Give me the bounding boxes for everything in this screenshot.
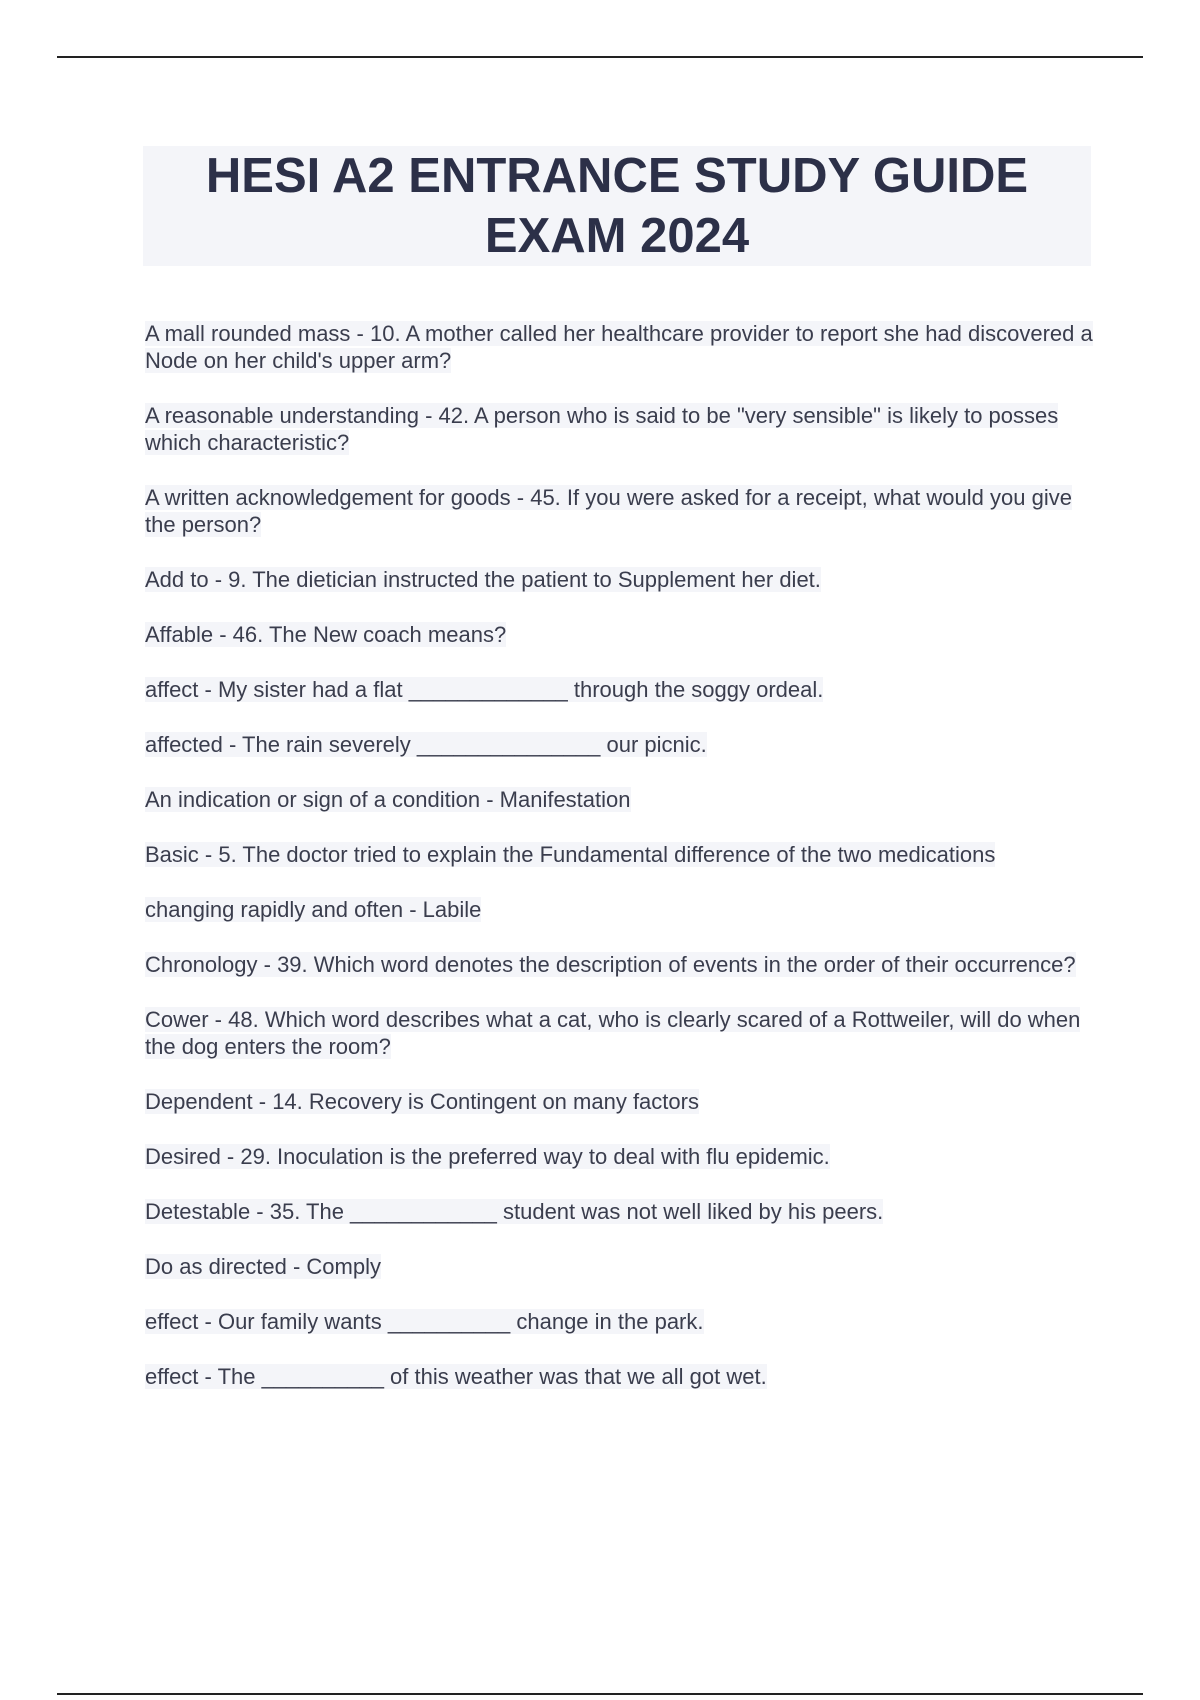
entry-5 [145, 621, 1105, 648]
entry-18 [145, 1363, 1105, 1390]
entry-1-text: A mall rounded mass - 10. A mother called her healthcare provider to report she had discovered a Node on her child's upper arm? [145, 321, 1093, 373]
entry-9-text: Basic - 5. The doctor tried to explain the Fundamental difference of the two medications [145, 842, 996, 867]
title-banner [143, 146, 1091, 266]
page-title-line-1: HESI A2 ENTRANCE STUDY GUIDE [205, 149, 1029, 203]
entry-17-text: effect - Our family wants __________ change in the park. [145, 1309, 704, 1334]
entry-16 [145, 1253, 1105, 1280]
entry-13 [145, 1088, 1105, 1115]
entry-6-text: affect - My sister had a flat _____________ through the soggy ordeal. [145, 677, 824, 702]
entry-16-text: Do as directed - Comply [145, 1254, 381, 1279]
entry-9 [145, 841, 1105, 868]
entry-6 [145, 676, 1105, 703]
entry-2-text: A reasonable understanding - 42. A person who is said to be "very sensible" is likely to posses which characteristic? [145, 403, 1059, 455]
entry-10-text: changing rapidly and often - Labile [145, 897, 482, 922]
entry-10 [145, 896, 1105, 923]
entry-1 [145, 320, 1105, 374]
entry-7-text: affected - The rain severely _______________ our picnic. [145, 732, 707, 757]
entry-15 [145, 1198, 1105, 1225]
entry-12-text: Cower - 48. Which word describes what a cat, who is clearly scared of a Rottweiler, will do when the dog enters the room? [145, 1007, 1081, 1059]
entry-3-text: A written acknowledgement for goods - 45. If you were asked for a receipt, what would you give the person? [145, 485, 1072, 537]
entry-15-text: Detestable - 35. The ____________ student was not well liked by his peers. [145, 1199, 884, 1224]
entry-5-text: Affable - 46. The New coach means? [145, 622, 507, 647]
entry-14-text: Desired - 29. Inoculation is the preferred way to deal with flu epidemic. [145, 1144, 830, 1169]
entry-14 [145, 1143, 1105, 1170]
page-title-line-2: EXAM 2024 [484, 209, 750, 263]
entry-4 [145, 566, 1105, 593]
entry-8 [145, 786, 1105, 813]
entry-4-text: Add to - 9. The dietician instructed the patient to Supplement her diet. [145, 567, 821, 592]
entry-18-text: effect - The __________ of this weather was that we all got wet. [145, 1364, 767, 1389]
study-guide-entries [145, 320, 1105, 1418]
entry-7 [145, 731, 1105, 758]
entry-11-text: Chronology - 39. Which word denotes the description of events in the order of their occurrence? [145, 952, 1076, 977]
entry-8-text: An indication or sign of a condition - Manifestation [145, 787, 631, 812]
entry-3 [145, 484, 1105, 538]
entry-17 [145, 1308, 1105, 1335]
entry-11 [145, 951, 1105, 978]
entry-12 [145, 1006, 1105, 1060]
entry-13-text: Dependent - 14. Recovery is Contingent on many factors [145, 1089, 699, 1114]
top-rule [57, 56, 1143, 58]
entry-2 [145, 402, 1105, 456]
bottom-rule [57, 1693, 1143, 1695]
